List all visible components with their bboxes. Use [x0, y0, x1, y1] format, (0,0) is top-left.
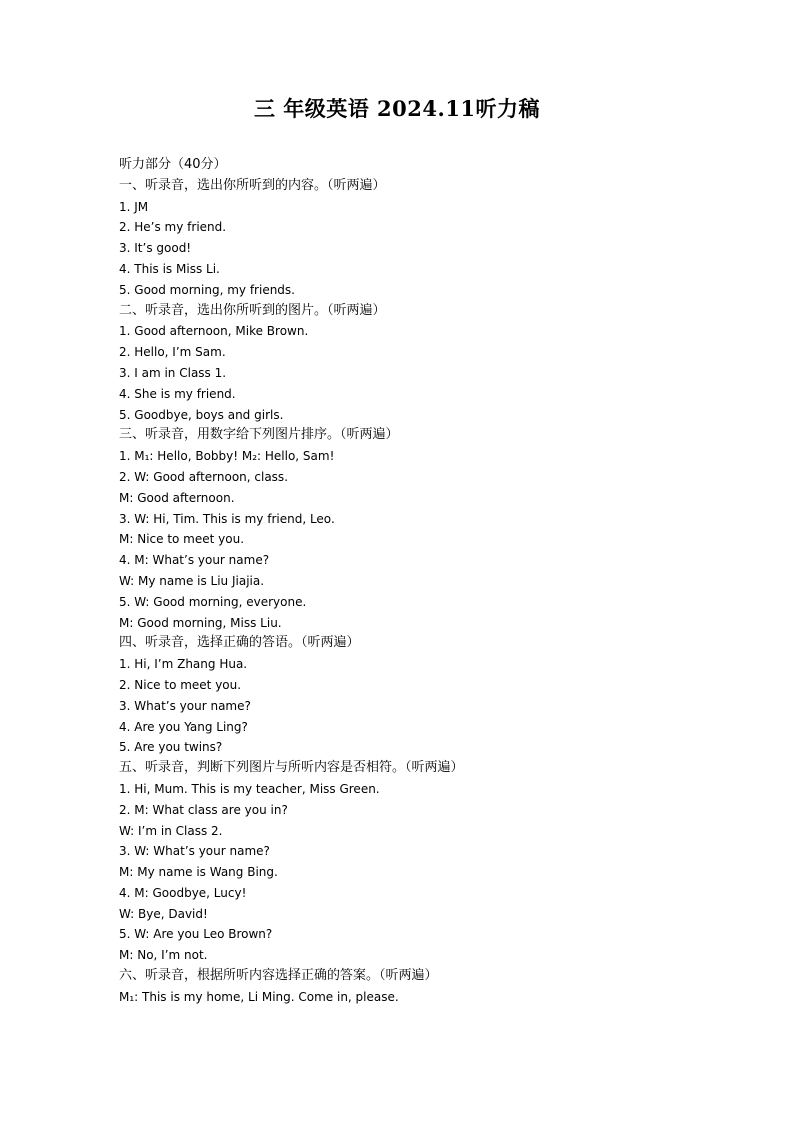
transcript-line: W: I’m in Class 2.	[119, 823, 223, 838]
transcript-line: 3. W: What’s your name?	[119, 844, 270, 859]
section-heading: 二、听录音，选出你所听到的图片。（听两遍）	[119, 302, 386, 318]
transcript-line: 2. Hello, I’m Sam.	[119, 345, 226, 360]
transcript-line: 1. M₁: Hello, Bobby! M₂: Hello, Sam!	[119, 449, 335, 464]
transcript-line: M: Good afternoon.	[119, 490, 235, 505]
transcript-line: 4. This is Miss Li.	[119, 261, 220, 276]
transcript-line: M: Good morning, Miss Liu.	[119, 615, 282, 630]
transcript-line: M: My name is Wang Bing.	[119, 865, 278, 880]
section-heading: 一、听录音，选出你所听到的内容。（听两遍）	[119, 177, 386, 193]
transcript-line: 1. Hi, Mum. This is my teacher, Miss Green.	[119, 781, 380, 796]
transcript-body	[119, 155, 759, 1008]
section-heading: 听力部分（40分）	[119, 157, 227, 172]
section-heading: 四、听录音，选择正确的答语。（听两遍）	[119, 635, 360, 651]
transcript-line: 4. She is my friend.	[119, 386, 236, 401]
section-heading: 六、听录音，根据所听内容选择正确的答案。（听两遍）	[119, 968, 438, 984]
transcript-line: 5. W: Good morning, everyone.	[119, 594, 307, 609]
transcript-line: 3. What’s your name?	[119, 698, 251, 713]
transcript-line: 1. Hi, I’m Zhang Hua.	[119, 657, 248, 672]
transcript-line: 5. Good morning, my friends.	[119, 282, 295, 297]
transcript-line: 5. Goodbye, boys and girls.	[119, 407, 284, 422]
transcript-line: 3. W: Hi, Tim. This is my friend, Leo.	[119, 511, 335, 526]
transcript-line: 3. It’s good!	[119, 241, 192, 256]
transcript-line: 2. He’s my friend.	[119, 220, 227, 235]
transcript-line: 4. Are you Yang Ling?	[119, 719, 248, 734]
transcript-line: 5. W: Are you Leo Brown?	[119, 927, 273, 942]
transcript-line: W: Bye, David!	[119, 906, 208, 921]
transcript-line: 3. I am in Class 1.	[119, 365, 227, 380]
transcript-line: 1. Good afternoon, Mike Brown.	[119, 324, 309, 339]
section-heading: 三、听录音，用数字给下列图片排序。（听两遍）	[119, 427, 399, 443]
transcript-line: 1. JM	[119, 199, 149, 214]
section-heading: 五、听录音，判断下列图片与所听内容是否相符。（听两遍）	[119, 760, 464, 776]
transcript-line: 4. M: Goodbye, Lucy!	[119, 885, 247, 900]
transcript-line: 5. Are you twins?	[119, 740, 223, 755]
transcript-line: W: My name is Liu Jiajia.	[119, 573, 265, 588]
transcript-line: 2. W: Good afternoon, class.	[119, 469, 289, 484]
transcript-line: 4. M: What’s your name?	[119, 553, 270, 568]
page-title: 三 年级英语 2024.11听力稿	[253, 96, 541, 121]
transcript-line: M: No, I’m not.	[119, 948, 208, 963]
transcript-line: M: Nice to meet you.	[119, 532, 245, 547]
transcript-line: 2. M: What class are you in?	[119, 802, 288, 817]
transcript-line: 2. Nice to meet you.	[119, 677, 242, 692]
transcript-line: M₁: This is my home, Li Ming. Come in, please.	[119, 989, 399, 1004]
